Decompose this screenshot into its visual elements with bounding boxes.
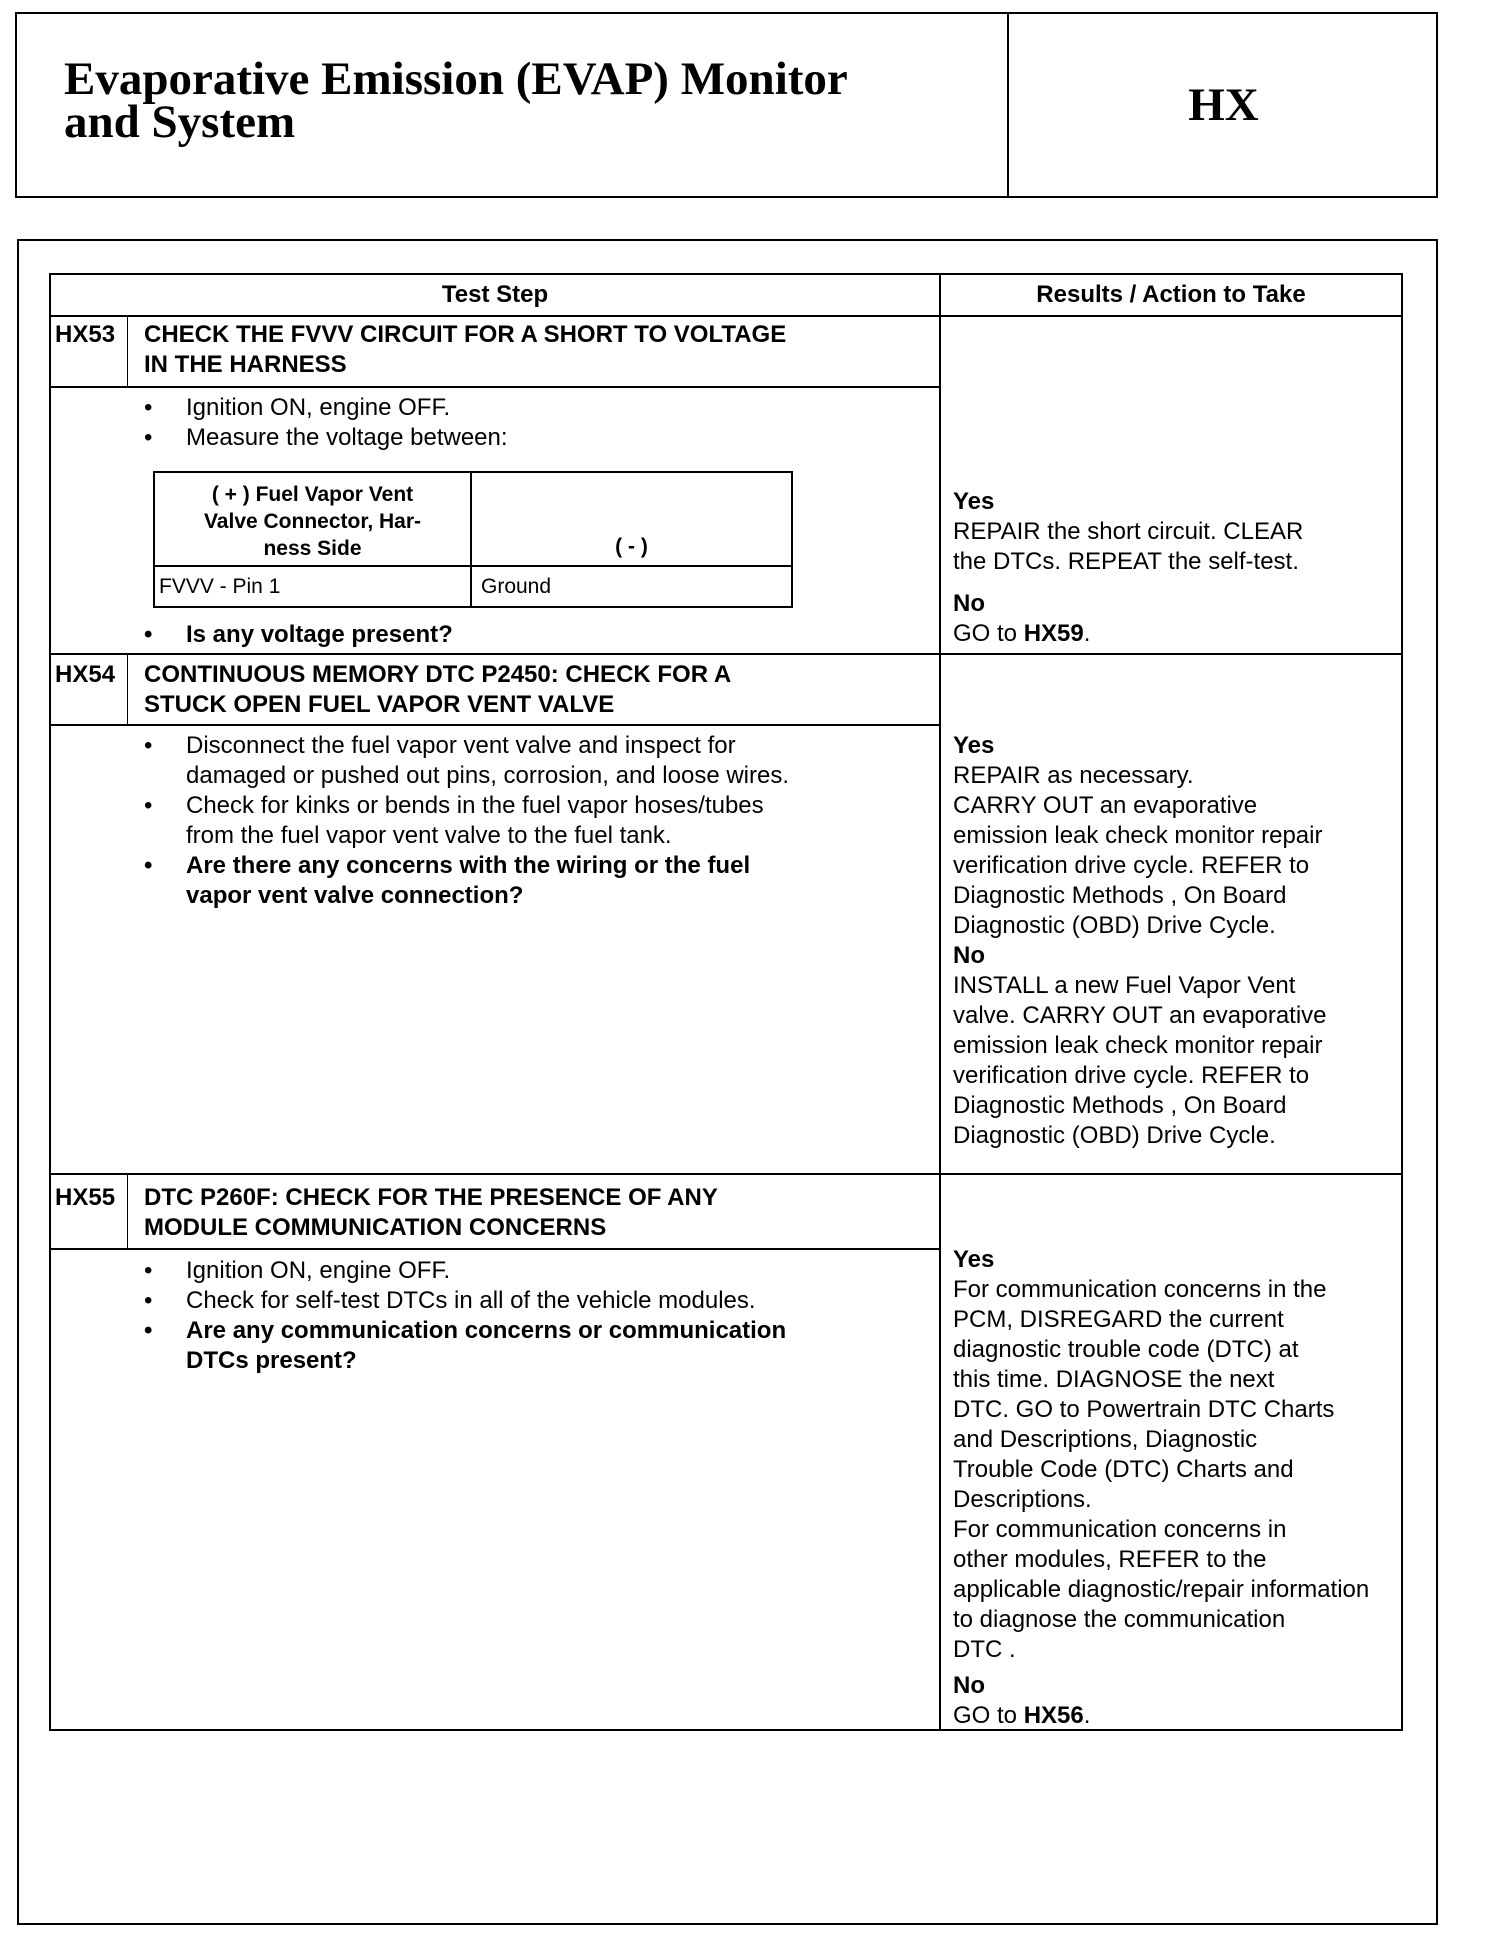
- bullet-item: [144, 791, 789, 851]
- result-line: emission leak check monitor repair: [953, 1032, 1323, 1059]
- step-results: [953, 731, 1327, 1151]
- page-title: [64, 53, 994, 148]
- bullet-item: • Ignition ON, engine OFF.: [144, 393, 508, 423]
- result-line: to diagnose the communication: [953, 1606, 1286, 1633]
- step-title: [144, 660, 731, 720]
- result-line: the DTCs. REPEAT the self-test.: [953, 548, 1299, 575]
- head-line: ness Side: [263, 537, 362, 560]
- title-line: Evaporative Emission (EVAP) Monitor: [64, 53, 848, 105]
- result-line: REPAIR as necessary.: [953, 762, 1194, 789]
- question-line: vapor vent valve connection?: [186, 882, 524, 909]
- result-line: INSTALL a new Fuel Vapor Vent: [953, 972, 1296, 999]
- title-line: CHECK THE FVVV CIRCUIT FOR A SHORT TO VOLTAGE: [144, 321, 787, 348]
- bullet-item: • Measure the voltage between:: [144, 423, 508, 453]
- result-line: and Descriptions, Diagnostic: [953, 1426, 1258, 1453]
- result-line: this time. DIAGNOSE the next: [953, 1366, 1275, 1393]
- step-question: [144, 851, 789, 911]
- yes-label: Yes: [953, 732, 995, 759]
- result-line: For communication concerns in: [953, 1516, 1287, 1543]
- measure-cell-minus: Ground: [481, 575, 552, 598]
- bullet-line: • Check for kinks or bends in the fuel vapor hoses/tubes: [186, 792, 764, 819]
- result-line: Trouble Code (DTC) Charts and: [953, 1456, 1294, 1483]
- result-line: For communication concerns in the: [953, 1276, 1327, 1303]
- step-code: HX53: [55, 321, 116, 348]
- head-line: ( + ) Fuel Vapor Vent: [211, 483, 414, 506]
- title-line: STUCK OPEN FUEL VAPOR VENT VALVE: [144, 691, 615, 718]
- result-line: DTC. GO to Powertrain DTC Charts: [953, 1396, 1335, 1423]
- result-line: emission leak check monitor repair: [953, 822, 1323, 849]
- bullet-line: from the fuel vapor vent valve to the fuel tank.: [186, 822, 672, 849]
- period: .: [1083, 620, 1091, 647]
- result-line: Diagnostic (OBD) Drive Cycle.: [953, 1122, 1276, 1149]
- result-line: Diagnostic Methods , On Board: [953, 1092, 1287, 1119]
- measure-cell-plus: FVVV - Pin 1: [159, 575, 281, 598]
- result-line: PCM, DISREGARD the current: [953, 1306, 1284, 1333]
- result-line: other modules, REFER to the: [953, 1546, 1267, 1573]
- goto-step-link[interactable]: HX59: [1023, 620, 1084, 647]
- step-code: HX55: [55, 1184, 116, 1211]
- title-line: CONTINUOUS MEMORY DTC P2450: CHECK FOR A: [144, 661, 732, 688]
- no-label: No: [953, 1672, 985, 1699]
- goto-step-link[interactable]: HX56: [1023, 1702, 1084, 1729]
- measurement-table: [153, 471, 793, 608]
- bullet-line: damaged or pushed out pins, corrosion, and loose wires.: [186, 762, 790, 789]
- no-label: No: [953, 942, 985, 969]
- result-line: verification drive cycle. REFER to: [953, 1062, 1310, 1089]
- result-line: Diagnostic Methods , On Board: [953, 882, 1287, 909]
- bullet-item: [144, 731, 789, 791]
- no-action: [953, 1701, 1369, 1731]
- column-header-test-step: Test Step: [441, 281, 549, 308]
- question-line: • Are there any concerns with the wiring or the fuel: [186, 852, 751, 879]
- result-line: REPAIR the short circuit. CLEAR: [953, 518, 1304, 545]
- step-results: [953, 487, 1303, 649]
- step-code: HX54: [55, 661, 116, 688]
- result-line: applicable diagnostic/repair information: [953, 1576, 1370, 1603]
- section-code: HX: [1188, 79, 1259, 131]
- step-question: [144, 620, 453, 650]
- step-instructions: [144, 731, 789, 911]
- bullet-item: • Check for self-test DTCs in all of the vehicle modules.: [144, 1286, 786, 1316]
- bullet-item: • Ignition ON, engine OFF.: [144, 1256, 786, 1286]
- title-line: and System: [64, 96, 296, 148]
- result-line: verification drive cycle. REFER to: [953, 852, 1310, 879]
- result-line: Descriptions.: [953, 1486, 1092, 1513]
- go-to-text: GO to: [953, 620, 1024, 647]
- question-text: • Is any voltage present?: [144, 620, 453, 650]
- period: .: [1083, 1702, 1091, 1729]
- step-question: [144, 1316, 786, 1376]
- bullet-line: • Disconnect the fuel vapor vent valve and inspect for: [186, 732, 736, 759]
- question-line: • Are any communication concerns or communication: [186, 1317, 787, 1344]
- title-line: MODULE COMMUNICATION CONCERNS: [144, 1214, 607, 1241]
- measure-head-plus: [155, 481, 470, 562]
- result-line: diagnostic trouble code (DTC) at: [953, 1336, 1299, 1363]
- go-to-text: GO to: [953, 1702, 1024, 1729]
- result-line: Diagnostic (OBD) Drive Cycle.: [953, 912, 1276, 939]
- no-label: No: [953, 590, 985, 617]
- question-line: DTCs present?: [186, 1347, 357, 1374]
- step-title: [144, 320, 786, 380]
- head-line: Valve Connector, Har-: [203, 510, 422, 533]
- yes-label: Yes: [953, 488, 995, 515]
- title-line: IN THE HARNESS: [144, 351, 347, 378]
- no-action: [953, 619, 1303, 649]
- result-line: CARRY OUT an evaporative: [953, 792, 1258, 819]
- result-line: valve. CARRY OUT an evaporative: [953, 1002, 1327, 1029]
- yes-label: Yes: [953, 1246, 995, 1273]
- step-title: [144, 1183, 718, 1243]
- result-line: DTC .: [953, 1636, 1016, 1663]
- column-header-results: Results / Action to Take: [1036, 281, 1306, 308]
- step-results: [953, 1245, 1369, 1731]
- title-line: DTC P260F: CHECK FOR THE PRESENCE OF ANY: [144, 1184, 718, 1211]
- step-instructions: [144, 393, 508, 453]
- measure-head-minus: ( - ): [615, 535, 648, 558]
- step-instructions: [144, 1256, 786, 1376]
